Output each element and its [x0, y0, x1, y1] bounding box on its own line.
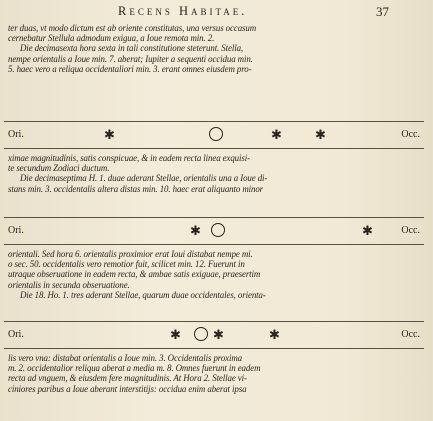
running-header: [0, 4, 433, 22]
text-line: 5. haec vero a reliqua occidentaliori min. 3. erant omnes eiusdem pro-: [8, 63, 252, 74]
star-icon: ✱: [190, 223, 201, 238]
text-line: utraque obseruatione in eadem recta, & ambae satis exiguae, praesertim: [8, 269, 261, 280]
text-line: orientali. Sed hora 6. orientalis proximior erat Ioui distabat nempe mi.: [8, 249, 253, 259]
star-icon: ✱: [269, 327, 280, 342]
text-line: Die decimasexta hora sexta in tali constitutione steterunt. Stella,: [20, 43, 244, 54]
west-label: Occ.: [401, 225, 420, 236]
jupiter-circle-icon: [194, 327, 208, 341]
text-line: ter duas, vt modo dictum est ab oriente constitutas, una versus occasum: [8, 23, 257, 33]
west-label: Occ.: [401, 329, 420, 340]
paragraph-2: [8, 153, 420, 194]
text-line: Die decimaseptima H. 1. duae aderant Stellae, orientalis una a Ioue di-: [20, 173, 268, 184]
text-line: ciniores paribus a Ioue aberant interstitijs: occidua enim aberat ipsa: [8, 383, 247, 394]
east-label: Ori.: [8, 329, 24, 340]
text-line: te secundum Zodiaci ductum.: [8, 163, 110, 174]
text-line: cernebatur Stellula admodum exigua, a Ioue remota min. 2.: [8, 33, 215, 44]
jupiter-circle-icon: [211, 223, 225, 237]
observation-figure-3: [4, 321, 424, 349]
running-title: Recens Habitae.: [118, 4, 248, 18]
paragraph-4: [8, 353, 420, 394]
page-number: 37: [376, 4, 389, 19]
text-line: nempe orientalis a Ioue min. 7. aberat; Iupiter a sequenti occidua min.: [8, 53, 253, 64]
text-line: ximae magnitudinis, satis conspicuae, & in eadem recta linea exquisi-: [8, 153, 250, 163]
star-icon: ✱: [213, 327, 224, 342]
east-label: Ori.: [8, 225, 24, 236]
text-line: m. 2. occidentalior reliqua aberat a media m. 8. Omnes fuerunt in eadem: [8, 363, 261, 374]
text-line: orientalis in secunda obseruatione.: [8, 279, 130, 290]
star-icon: ✱: [104, 127, 115, 142]
east-label: Ori.: [8, 129, 24, 140]
star-icon: ✱: [362, 223, 373, 238]
text-line: recta ad vnguem, & eiusdem fere magnitudinis. At Hora 2. Stellae vi-: [8, 373, 247, 384]
paragraph-3: [8, 249, 420, 300]
star-icon: ✱: [170, 327, 181, 342]
star-icon: ✱: [315, 127, 326, 142]
paragraph-1: [8, 23, 420, 74]
text-line: lis vero vna: distabat orientalis a Ioue min. 3. Occidentalis proxima: [8, 353, 243, 363]
text-line: o sec. 50. occidentalis vero remotior fuit, scilicet min. 12. Fuerunt in: [8, 259, 245, 270]
observation-figure-2: [4, 217, 424, 245]
text-line: stans min. 3. occidentalis altera distas min. 10. haec erat aliquanto minor: [8, 183, 264, 194]
jupiter-circle-icon: [209, 127, 223, 141]
star-icon: ✱: [271, 127, 282, 142]
west-label: Occ.: [401, 129, 420, 140]
observation-figure-1: [4, 121, 424, 149]
text-line: Die 18. Ho. 1. tres aderant Stellae, quarum duae occidentales, orienta-: [20, 289, 266, 300]
